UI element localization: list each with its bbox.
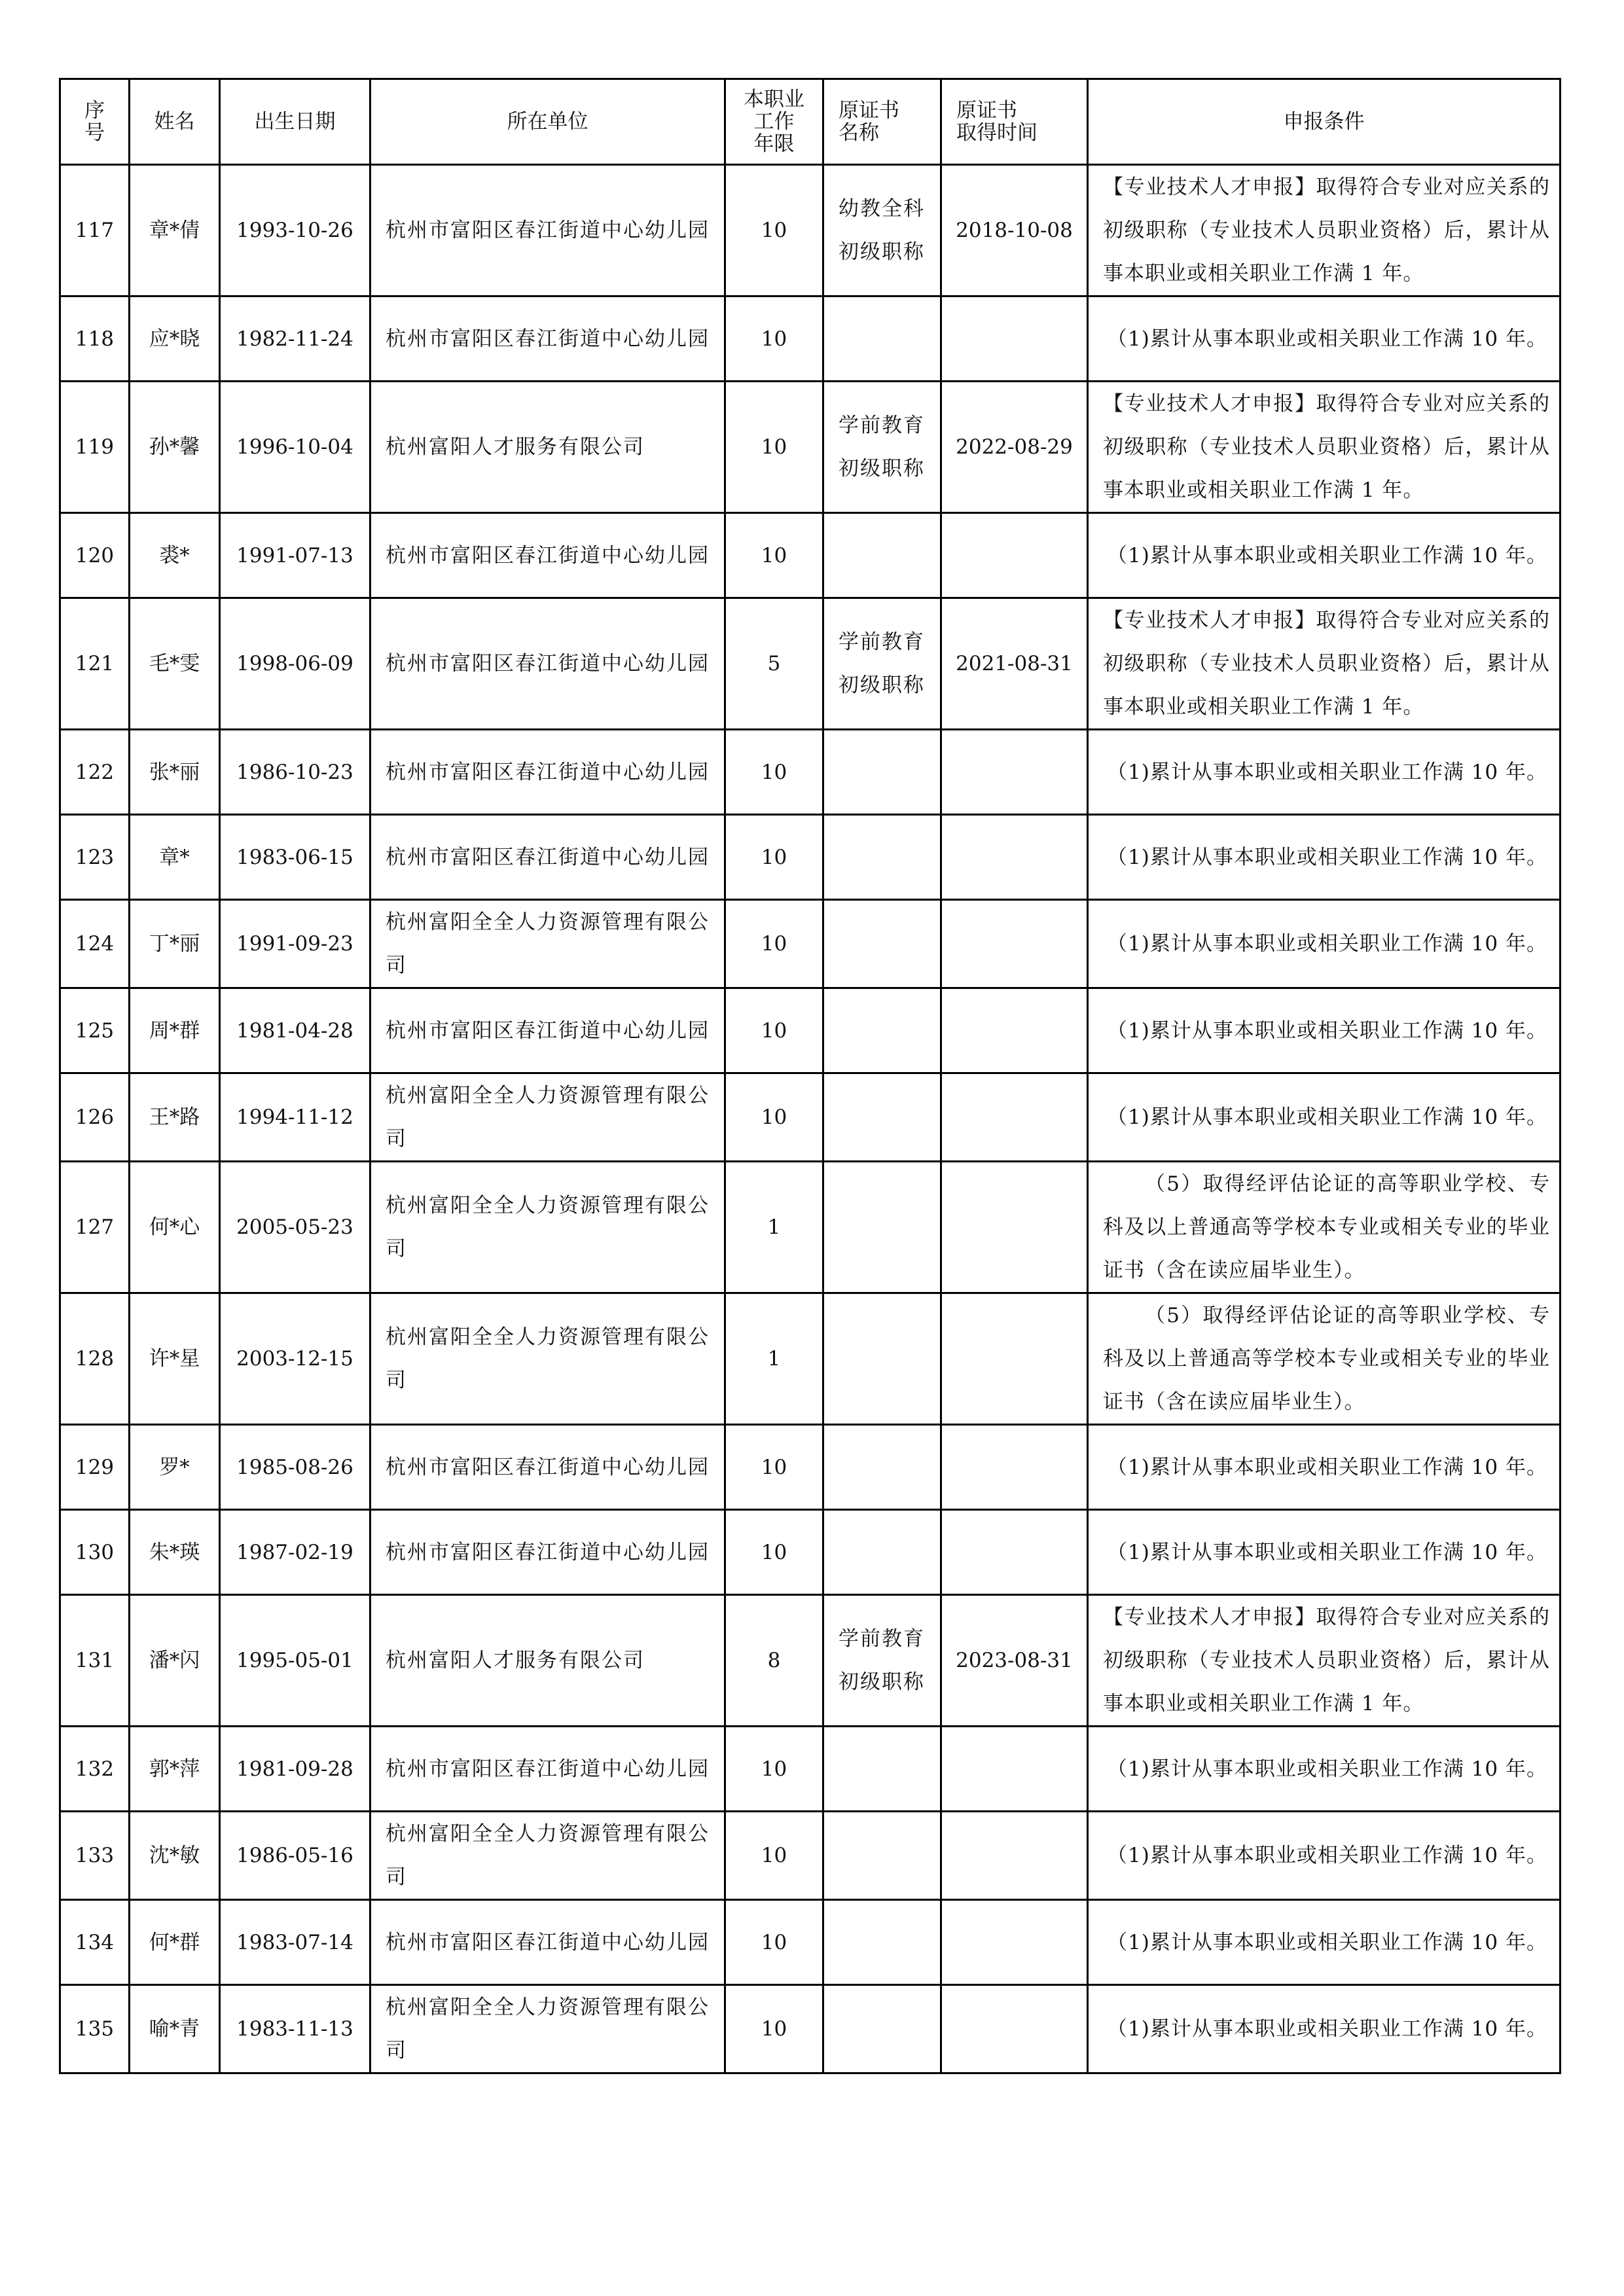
cell-condition: （5）取得经评估论证的高等职业学校、专科及以上普通高等学校本专业或相关专业的毕业证书（含在读应届毕业生）。 [1088,1162,1561,1293]
cell-seq: 134 [60,1900,130,1985]
cell-name: 罗* [130,1425,220,1510]
cell-birth-date: 2003-12-15 [220,1293,370,1425]
cell-cert-name: 学前教育初级职称 [823,1595,941,1727]
cell-seq: 127 [60,1162,130,1293]
cell-birth-date: 1998-06-09 [220,598,370,730]
cell-work-years: 1 [725,1162,823,1293]
cell-seq: 125 [60,988,130,1073]
cell-birth-date: 1986-05-16 [220,1812,370,1900]
header-cert-name-line-2: 名称 [839,121,879,145]
cell-cert-name [823,1727,941,1812]
cell-birth-date: 1983-06-15 [220,815,370,900]
table-row [60,1425,1561,1510]
cell-condition: （1)累计从事本职业或相关职业工作满 10 年。 [1088,296,1561,382]
table-row [60,1727,1561,1812]
table-row [60,1812,1561,1900]
cell-condition: （1)累计从事本职业或相关职业工作满 10 年。 [1088,730,1561,815]
header-work-years-line-2: 工作 [753,110,795,134]
cell-cert-name [823,815,941,900]
cell-birth-date: 1983-07-14 [220,1900,370,1985]
cell-seq: 132 [60,1727,130,1812]
cell-birth-date: 1996-10-04 [220,382,370,513]
cell-cert-time [941,1727,1088,1812]
cell-name: 许*星 [130,1293,220,1425]
header-work-years-line-1: 本职业 [744,88,804,111]
cell-name: 章*倩 [130,165,220,296]
table-header [60,79,1561,165]
cell-birth-date: 1983-11-13 [220,1985,370,2073]
table-row [60,1073,1561,1162]
cell-name: 喻*青 [130,1985,220,2073]
table-row [60,598,1561,730]
table-row [60,513,1561,598]
cell-unit: 杭州市富阳区春江街道中心幼儿园 [370,1727,725,1812]
cell-work-years: 10 [725,900,823,988]
cell-work-years: 10 [725,1727,823,1812]
cell-cert-time [941,513,1088,598]
cell-work-years: 10 [725,1812,823,1900]
cell-cert-time [941,1073,1088,1162]
cell-cert-name [823,1162,941,1293]
cell-name: 毛*雯 [130,598,220,730]
cell-unit: 杭州富阳全全人力资源管理有限公司 [370,1162,725,1293]
header-work-years [725,79,823,165]
cell-condition: （1)累计从事本职业或相关职业工作满 10 年。 [1088,1985,1561,2073]
table-row [60,1162,1561,1293]
cell-work-years: 10 [725,296,823,382]
cell-cert-time [941,1985,1088,2073]
cell-cert-time: 2022-08-29 [941,382,1088,513]
cell-birth-date: 1993-10-26 [220,165,370,296]
cell-unit: 杭州市富阳区春江街道中心幼儿园 [370,513,725,598]
cell-unit: 杭州市富阳区春江街道中心幼儿园 [370,1900,725,1985]
cell-seq: 131 [60,1595,130,1727]
cell-work-years: 10 [725,513,823,598]
header-condition: 申报条件 [1088,79,1561,165]
cell-birth-date: 1987-02-19 [220,1510,370,1595]
cell-cert-name [823,1425,941,1510]
cell-unit: 杭州富阳全全人力资源管理有限公司 [370,1985,725,2073]
cell-birth-date: 1982-11-24 [220,296,370,382]
table-row [60,730,1561,815]
header-unit: 所在单位 [370,79,725,165]
cell-unit: 杭州市富阳区春江街道中心幼儿园 [370,1425,725,1510]
cell-condition: 【专业技术人才申报】取得符合专业对应关系的初级职称（专业技术人员职业资格）后，累计从事本职业或相关职业工作满 1 年。 [1088,382,1561,513]
table-row [60,165,1561,296]
cell-seq: 121 [60,598,130,730]
table-row [60,1595,1561,1727]
cell-unit: 杭州市富阳区春江街道中心幼儿园 [370,730,725,815]
cell-name: 朱*瑛 [130,1510,220,1595]
cell-cert-time [941,1812,1088,1900]
cell-name: 张*丽 [130,730,220,815]
cell-cert-name: 幼教全科初级职称 [823,165,941,296]
cell-cert-time [941,1162,1088,1293]
cell-birth-date: 2005-05-23 [220,1162,370,1293]
cell-seq: 122 [60,730,130,815]
table-row [60,382,1561,513]
cell-cert-name [823,1812,941,1900]
table-body [60,165,1561,2073]
table-row [60,815,1561,900]
cell-condition: （1)累计从事本职业或相关职业工作满 10 年。 [1088,1812,1561,1900]
cell-cert-time [941,1293,1088,1425]
header-cert-time [941,79,1088,165]
cell-name: 周*群 [130,988,220,1073]
cell-seq: 126 [60,1073,130,1162]
cell-work-years: 10 [725,382,823,513]
cell-unit: 杭州富阳人才服务有限公司 [370,1595,725,1727]
cell-birth-date: 1995-05-01 [220,1595,370,1727]
header-seq-line-1: 序 [84,99,105,122]
cell-seq: 119 [60,382,130,513]
cell-birth-date: 1985-08-26 [220,1425,370,1510]
cell-cert-name [823,1985,941,2073]
cell-cert-name: 学前教育初级职称 [823,382,941,513]
cell-work-years: 10 [725,815,823,900]
cell-birth-date: 1991-09-23 [220,900,370,988]
cell-condition: （5）取得经评估论证的高等职业学校、专科及以上普通高等学校本专业或相关专业的毕业证书（含在读应届毕业生）。 [1088,1293,1561,1425]
cell-condition: （1)累计从事本职业或相关职业工作满 10 年。 [1088,1900,1561,1985]
cell-name: 章* [130,815,220,900]
cell-birth-date: 1981-09-28 [220,1727,370,1812]
cell-birth-date: 1981-04-28 [220,988,370,1073]
cell-cert-time [941,1510,1088,1595]
cell-seq: 130 [60,1510,130,1595]
cell-cert-time [941,815,1088,900]
cell-work-years: 10 [725,730,823,815]
table-row [60,296,1561,382]
cell-cert-time [941,730,1088,815]
cell-work-years: 10 [725,1900,823,1985]
table-row [60,1985,1561,2073]
cell-unit: 杭州富阳全全人力资源管理有限公司 [370,1812,725,1900]
cell-cert-name [823,1900,941,1985]
cell-cert-time: 2023-08-31 [941,1595,1088,1727]
cell-condition: 【专业技术人才申报】取得符合专业对应关系的初级职称（专业技术人员职业资格）后，累计从事本职业或相关职业工作满 1 年。 [1088,598,1561,730]
cell-unit: 杭州市富阳区春江街道中心幼儿园 [370,296,725,382]
cell-birth-date: 1994-11-12 [220,1073,370,1162]
cell-condition: （1)累计从事本职业或相关职业工作满 10 年。 [1088,1425,1561,1510]
header-name: 姓名 [130,79,220,165]
cell-seq: 129 [60,1425,130,1510]
cell-work-years: 10 [725,988,823,1073]
cell-name: 沈*敏 [130,1812,220,1900]
cell-seq: 118 [60,296,130,382]
header-seq [60,79,130,165]
cell-birth-date: 1991-07-13 [220,513,370,598]
cell-condition: （1)累计从事本职业或相关职业工作满 10 年。 [1088,1510,1561,1595]
cell-cert-time [941,1425,1088,1510]
cell-seq: 117 [60,165,130,296]
cell-condition: （1)累计从事本职业或相关职业工作满 10 年。 [1088,1073,1561,1162]
cell-cert-name [823,988,941,1073]
cell-seq: 120 [60,513,130,598]
cell-condition: 【专业技术人才申报】取得符合专业对应关系的初级职称（专业技术人员职业资格）后，累计从事本职业或相关职业工作满 1 年。 [1088,1595,1561,1727]
table-row [60,900,1561,988]
cell-condition: （1)累计从事本职业或相关职业工作满 10 年。 [1088,513,1561,598]
cell-cert-time [941,988,1088,1073]
cell-unit: 杭州市富阳区春江街道中心幼儿园 [370,165,725,296]
header-cert-name-line-1: 原证书 [839,99,899,122]
table-row [60,1900,1561,1985]
cell-cert-name [823,513,941,598]
cell-work-years: 8 [725,1595,823,1727]
header-cert-time-line-2: 取得时间 [956,121,1038,145]
cell-condition: （1)累计从事本职业或相关职业工作满 10 年。 [1088,900,1561,988]
cell-seq: 124 [60,900,130,988]
cell-name: 潘*闪 [130,1595,220,1727]
header-seq-line-2: 号 [84,121,105,145]
cell-name: 裘* [130,513,220,598]
cell-cert-name [823,1073,941,1162]
table-row [60,988,1561,1073]
header-cert-name [823,79,941,165]
cell-seq: 128 [60,1293,130,1425]
cell-unit: 杭州市富阳区春江街道中心幼儿园 [370,815,725,900]
cell-name: 郭*萍 [130,1727,220,1812]
cell-work-years: 1 [725,1293,823,1425]
cell-name: 孙*馨 [130,382,220,513]
cell-cert-time [941,900,1088,988]
cell-condition: （1)累计从事本职业或相关职业工作满 10 年。 [1088,815,1561,900]
cell-name: 王*路 [130,1073,220,1162]
cell-cert-time: 2018-10-08 [941,165,1088,296]
cell-cert-time: 2021-08-31 [941,598,1088,730]
cell-unit: 杭州市富阳区春江街道中心幼儿园 [370,1510,725,1595]
cell-unit: 杭州富阳全全人力资源管理有限公司 [370,1293,725,1425]
cell-seq: 123 [60,815,130,900]
header-birth-date: 出生日期 [220,79,370,165]
table-row [60,1293,1561,1425]
cell-cert-name: 学前教育初级职称 [823,598,941,730]
applicant-table [59,78,1561,2074]
cell-cert-name [823,296,941,382]
cell-work-years: 10 [725,1073,823,1162]
cell-work-years: 5 [725,598,823,730]
table-row [60,1510,1561,1595]
cell-cert-name [823,900,941,988]
cell-unit: 杭州富阳全全人力资源管理有限公司 [370,900,725,988]
header-work-years-line-3: 年限 [753,132,795,156]
cell-name: 丁*丽 [130,900,220,988]
cell-unit: 杭州市富阳区春江街道中心幼儿园 [370,598,725,730]
cell-work-years: 10 [725,1425,823,1510]
cell-name: 何*群 [130,1900,220,1985]
cell-unit: 杭州市富阳区春江街道中心幼儿园 [370,988,725,1073]
cell-cert-name [823,730,941,815]
header-cert-time-line-1: 原证书 [956,99,1017,122]
cell-work-years: 10 [725,1985,823,2073]
cell-unit: 杭州富阳全全人力资源管理有限公司 [370,1073,725,1162]
header-row [60,79,1561,165]
cell-work-years: 10 [725,1510,823,1595]
cell-condition: （1)累计从事本职业或相关职业工作满 10 年。 [1088,1727,1561,1812]
cell-seq: 135 [60,1985,130,2073]
cell-cert-time [941,296,1088,382]
cell-work-years: 10 [725,165,823,296]
cell-condition: 【专业技术人才申报】取得符合专业对应关系的初级职称（专业技术人员职业资格）后，累计从事本职业或相关职业工作满 1 年。 [1088,165,1561,296]
cell-name: 应*晓 [130,296,220,382]
cell-condition: （1)累计从事本职业或相关职业工作满 10 年。 [1088,988,1561,1073]
cell-birth-date: 1986-10-23 [220,730,370,815]
cell-unit: 杭州富阳人才服务有限公司 [370,382,725,513]
cell-name: 何*心 [130,1162,220,1293]
cell-cert-time [941,1900,1088,1985]
cell-cert-name [823,1510,941,1595]
cell-cert-name [823,1293,941,1425]
cell-seq: 133 [60,1812,130,1900]
